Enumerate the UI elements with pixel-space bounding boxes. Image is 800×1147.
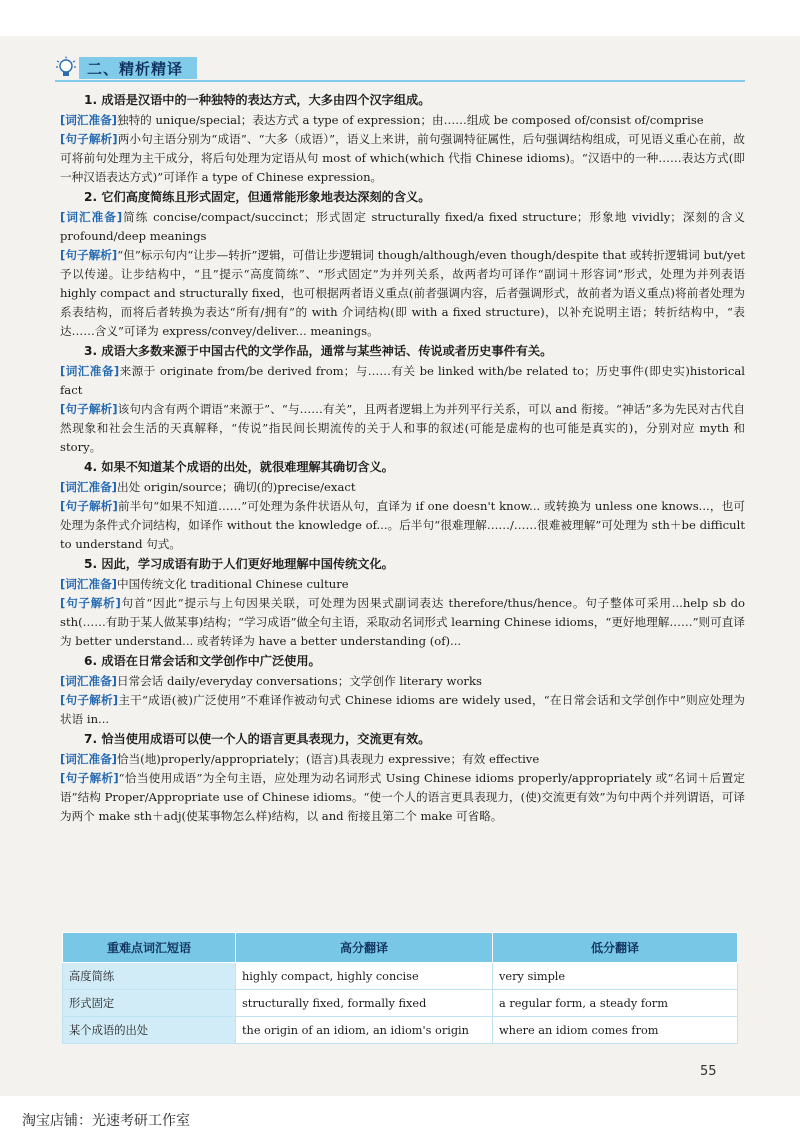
vocab-tag: [词汇准备]: [60, 113, 117, 127]
analysis-text: 主干“成语(被)广泛使用”不难译作被动句式 Chinese idioms are widely used，“在日常会话和文学创作中”则应处理为状语 in...: [60, 693, 745, 726]
vocab-text: 中国传统文化 traditional Chinese culture: [116, 577, 349, 591]
table-cell: a regular form, a steady form: [493, 990, 738, 1017]
vocab-paragraph: [60, 478, 745, 497]
table-header-row: [63, 933, 738, 963]
item-title: 4. 如果不知道某个成语的出处，就很难理解其确切含义。: [84, 460, 394, 474]
analysis-paragraph: [60, 769, 745, 826]
table-cell: the origin of an idiom, an idiom's origin: [236, 1017, 493, 1044]
analysis-paragraph: [60, 400, 745, 457]
column-header: 高分翻译: [236, 933, 493, 963]
analysis-text: 两小句主语分别为“成语”、“大多（成语）”，语义上来讲，前句强调特征属性，后句强调结构组成，可见语义重心在前，故可将前句处理为主干成分，将后句处理为定语从句 most of which(which 代指 Chinese idioms)。“汉语中的一种……表达方式(即一种汉语表达方式)”可译作 a type of Chinese expression。: [60, 132, 745, 184]
column-header: 低分翻译: [493, 933, 738, 963]
analysis-paragraph: [60, 497, 745, 554]
section-title: 二、精析精译: [79, 57, 197, 79]
analysis-tag: [句子解析]: [60, 499, 118, 513]
vocab-paragraph: [60, 362, 745, 400]
item-title: 3. 成语大多数来源于中国古代的文学作品，通常与某些神话、传说或者历史事件有关。: [84, 344, 553, 358]
table-cell: where an idiom comes from: [493, 1017, 738, 1044]
top-margin: [0, 0, 800, 36]
item-title: 2. 它们高度简练且形式固定，但通常能形象地表达深刻的含义。: [84, 190, 431, 204]
vocab-tag: [词汇准备]: [60, 364, 120, 378]
analysis-tag: [句子解析]: [60, 771, 119, 785]
content-body: [60, 90, 745, 826]
analysis-paragraph: [60, 594, 745, 651]
page-number: 55: [700, 1064, 717, 1079]
column-header: 重难点词汇短语: [63, 933, 236, 963]
vocab-tag: [词汇准备]: [60, 674, 117, 688]
vocab-text: 来源于 originate from/be derived from；与……有关 be linked with/be related to；历史事件(即史实)historical fact: [60, 364, 745, 397]
vocab-paragraph: [60, 111, 745, 130]
vocab-text: 出处 origin/source；确切(的)precise/exact: [116, 480, 356, 494]
section-divider: [55, 80, 745, 82]
analysis-tag: [句子解析]: [60, 596, 121, 610]
table-cell: highly compact, highly concise: [236, 963, 493, 990]
item-title: 1. 成语是汉语中的一种独特的表达方式，大多由四个汉字组成。: [84, 93, 431, 107]
lightbulb-icon: [55, 56, 77, 80]
table-cell: very simple: [493, 963, 738, 990]
analysis-tag: [句子解析]: [60, 402, 118, 416]
table-row: [63, 963, 738, 990]
analysis-tag: [句子解析]: [60, 248, 118, 262]
table-cell: structurally fixed, formally fixed: [236, 990, 493, 1017]
vocab-tag: [词汇准备]: [60, 577, 117, 591]
table-row: [63, 990, 738, 1017]
analysis-text: “恰当使用成语”为全句主语，应处理为动名词形式 Using Chinese idioms properly/appropriately 或“名词＋后置定语”结构 Proper/Appropriate use of Chinese idioms。“使一个人的语言更具表现力，(使)交流更有效”为句中两个并列谓语，可译为两个 make sth＋adj(使某事物怎么样)结构，以 and 衔接且第二个 make 可省略。: [60, 771, 746, 823]
vocab-tag: [词汇准备]: [60, 752, 117, 766]
item-title: 5. 因此，学习成语有助于人们更好地理解中国传统文化。: [84, 557, 394, 571]
section-header: [55, 56, 197, 80]
vocab-tag: [词汇准备]: [60, 480, 117, 494]
analysis-tag: [句子解析]: [60, 132, 118, 146]
vocab-text: 恰当(地)properly/appropriately；(语言)具表现力 expressive；有效 effective: [116, 752, 540, 766]
vocab-text: 日常会话 daily/everyday conversations；文学创作 literary works: [116, 674, 482, 688]
analysis-text: “但”标示句内“让步—转折”逻辑，可借让步逻辑词 though/although/even though/despite that 或转折逻辑词 but/yet 予以传递。让步结构中，“且”提示“高度简练”、“形式固定”为并列关系，故两者均可译作“副词＋形容词”形式，处理为并列表语 highly compact and structurally fixed，也可根据两者语义重点(前者强调内容，后者强调形式，故前者为语义重点)将前者处理为系表结构，而将后者转换为表达“所有/拥有”的 with 介词结构(即 with a fixed structure)，以补充说明主语；转折结构中，“表达……含义”可译为 express/convey/deliver... meanings。: [60, 248, 745, 338]
analysis-tag: [句子解析]: [60, 693, 119, 707]
vocab-text: 独特的 unique/special；表达方式 a type of expression；由……组成 be composed of/consist of/comprise: [116, 113, 704, 127]
item-title: 7. 恰当使用成语可以使一个人的语言更具表现力，交流更有效。: [84, 732, 431, 746]
vocab-paragraph: [60, 575, 745, 594]
vocab-tag: [词汇准备]: [60, 210, 123, 224]
analysis-text: 该句内含有两个谓语“来源于”、“与……有关”，且两者逻辑上为并列平行关系，可以 and 衔接。“神话”多为先民对古代自然现象和社会生活的天真解释，“传说”指民间长期流传的关于人和事的叙述(可能是虚构的也可能是真实的)，分别对应 myth 和 story。: [60, 402, 745, 454]
analysis-paragraph: [60, 130, 745, 187]
table-row: [63, 1017, 738, 1044]
analysis-paragraph: [60, 246, 745, 341]
vocab-text: 简练 concise/compact/succinct；形式固定 structurally fixed/a fixed structure；形象地 vividly；深刻的含义 profound/deep meanings: [60, 210, 745, 243]
table-cell: 形式固定: [63, 990, 236, 1017]
item-title: 6. 成语在日常会话和文学创作中广泛使用。: [84, 654, 321, 668]
translation-comparison-table: [62, 932, 738, 1044]
analysis-text: 前半句“如果不知道……”可处理为条件状语从句，直译为 if one doesn't know... 或转换为 unless one knows...，也可处理为条件式介词结构，如译作 without the knowledge of...。后半句“很难理解……/……很难被理解”可处理为 sth＋be difficult to understand 句式。: [60, 499, 745, 551]
analysis-paragraph: [60, 691, 745, 729]
table-cell: 某个成语的出处: [63, 1017, 236, 1044]
vocab-paragraph: [60, 750, 745, 769]
shop-label: 淘宝店铺：光速考研工作室: [22, 1113, 190, 1129]
vocab-paragraph: [60, 208, 745, 246]
analysis-text: 句首“因此”提示与上句因果关联，可处理为因果式副词表达 therefore/thus/hence。句子整体可采用...help sb do sth(……有助于某人做某事)结构；“学习成语”做全句主语，采取动名词形式 learning Chinese idioms，“更好地理解……”则可直译为 better understand... 或者转译为 have a better understanding (of)...: [60, 596, 745, 648]
vocab-paragraph: [60, 672, 745, 691]
table-cell: 高度简练: [63, 963, 236, 990]
